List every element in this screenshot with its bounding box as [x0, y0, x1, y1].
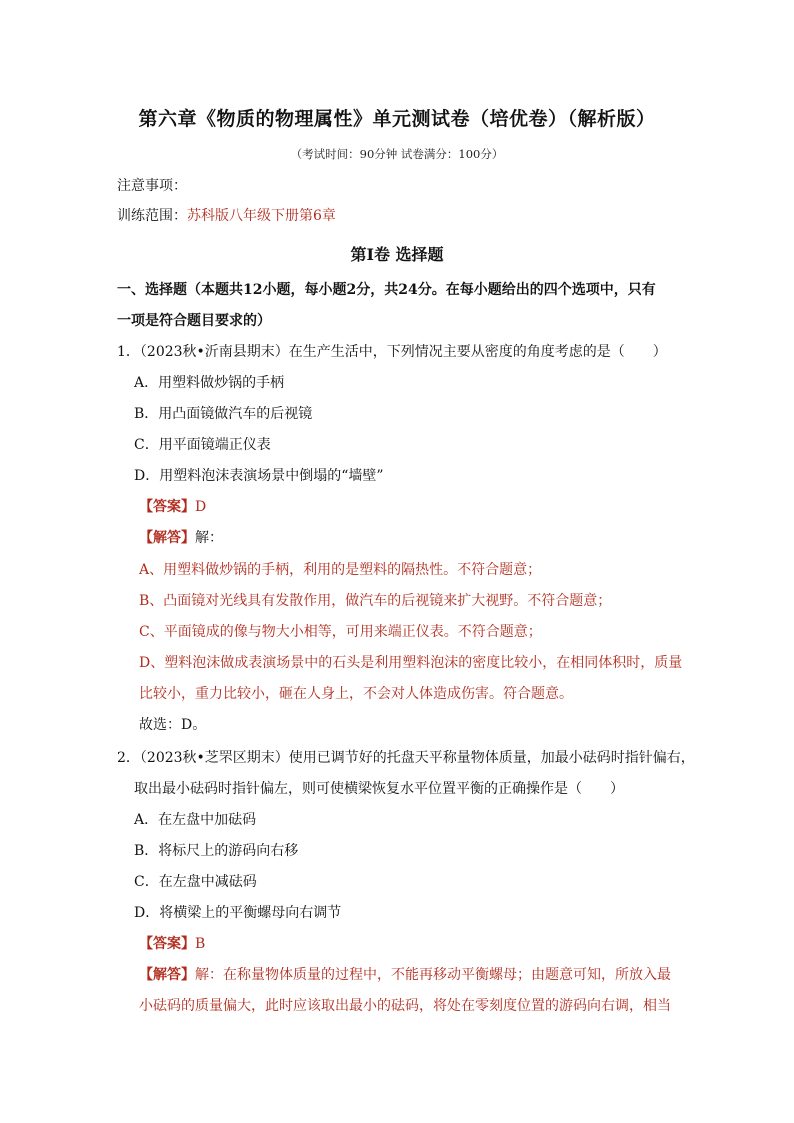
answer-tag: 【答案】 — [139, 936, 195, 952]
answer-value: B — [195, 936, 206, 952]
question-1-analysis-d: D、塑料泡沫做成表演场景中的石头是利用塑料泡沫的密度比较小，在相同体积时，质量 — [139, 655, 683, 671]
question-1-option-b: B．用凸面镜做汽车的后视镜 — [134, 406, 313, 422]
answer-value: D — [195, 499, 207, 515]
question-2-stem-line-2: 取出最小砝码时指针偏左，则可使横梁恢复水平位置平衡的正确操作是（ ） — [134, 781, 624, 797]
analysis-tag: 【解答】 — [139, 530, 195, 546]
training-range-value: 苏科版八年级下册第6章 — [187, 208, 336, 224]
question-1-option-d: D．用塑料泡沫表演场景中倒塌的“墙壁” — [134, 468, 384, 484]
question-1-analysis-c: C、平面镜成的像与物大小相等，可用来端正仪表。不符合题意； — [139, 624, 542, 640]
training-range-label: 训练范围： — [117, 208, 187, 224]
question-2-analysis-line-1 — [139, 965, 671, 985]
question-2-option-c: C．在左盘中减砝码 — [134, 874, 257, 890]
question-1-conclusion: 故选：D。 — [139, 717, 207, 733]
question-1-stem: 1．（2023秋•沂南县期末）在生产生活中，下列情况主要从密度的角度考虑的是（ ） — [117, 344, 667, 360]
question-1-answer — [139, 497, 206, 517]
question-2-option-a: A．在左盘中加砝码 — [134, 812, 257, 828]
question-1-analysis-heading — [139, 528, 223, 548]
analysis-tag: 【解答】 — [139, 967, 195, 983]
question-1-analysis-a: A、用塑料做炒锅的手柄，利用的是塑料的隔热性。不符合题意； — [139, 562, 542, 578]
question-2-stem-line-1: 2．（2023秋•芝罘区期末）使用已调节好的托盘天平称量物体质量，加最小砝码时指针偏右， — [117, 750, 695, 766]
question-2-option-d: D．将横梁上的平衡螺母向右调节 — [134, 905, 342, 921]
instructions-line-2: 一项是符合题目要求的） — [117, 313, 271, 329]
question-2-answer — [139, 934, 205, 954]
analysis-lead: 解： — [195, 530, 223, 546]
question-2-analysis-line-2: 小砝码的质量偏大，此时应该取出最小的砝码，将处在零刻度位置的游码向右调，相当 — [139, 998, 671, 1014]
instructions-line-1: 一、选择题（本题共12小题，每小题2分，共24分。在每小题给出的四个选项中，只有 — [117, 282, 656, 298]
question-1-analysis-d-cont: 比较小，重力比较小，砸在人身上，不会对人体造成伤害。符合题意。 — [139, 686, 573, 702]
question-2-option-b: B．将标尺上的游码向右移 — [134, 843, 299, 859]
notes-label: 注意事项： — [117, 178, 187, 194]
question-1-option-c: C．用平面镜端正仪表 — [134, 437, 271, 453]
analysis-text: 解：在称量物体质量的过程中，不能再移动平衡螺母；由题意可知，所放入最 — [195, 967, 671, 983]
document-title: 第六章《物质的物理属性》单元测试卷（培优卷）（解析版） — [138, 108, 656, 130]
answer-tag: 【答案】 — [139, 499, 195, 515]
training-range — [117, 206, 336, 226]
question-1-option-a: A．用塑料做炒锅的手柄 — [134, 375, 285, 391]
section-title: 第Ⅰ卷 选择题 — [350, 245, 444, 264]
exam-info: （考试时间：90分钟 试卷满分：100分） — [290, 147, 504, 161]
question-1-analysis-b: B、凸面镜对光线具有发散作用，做汽车的后视镜来扩大视野。不符合题意； — [139, 593, 612, 609]
